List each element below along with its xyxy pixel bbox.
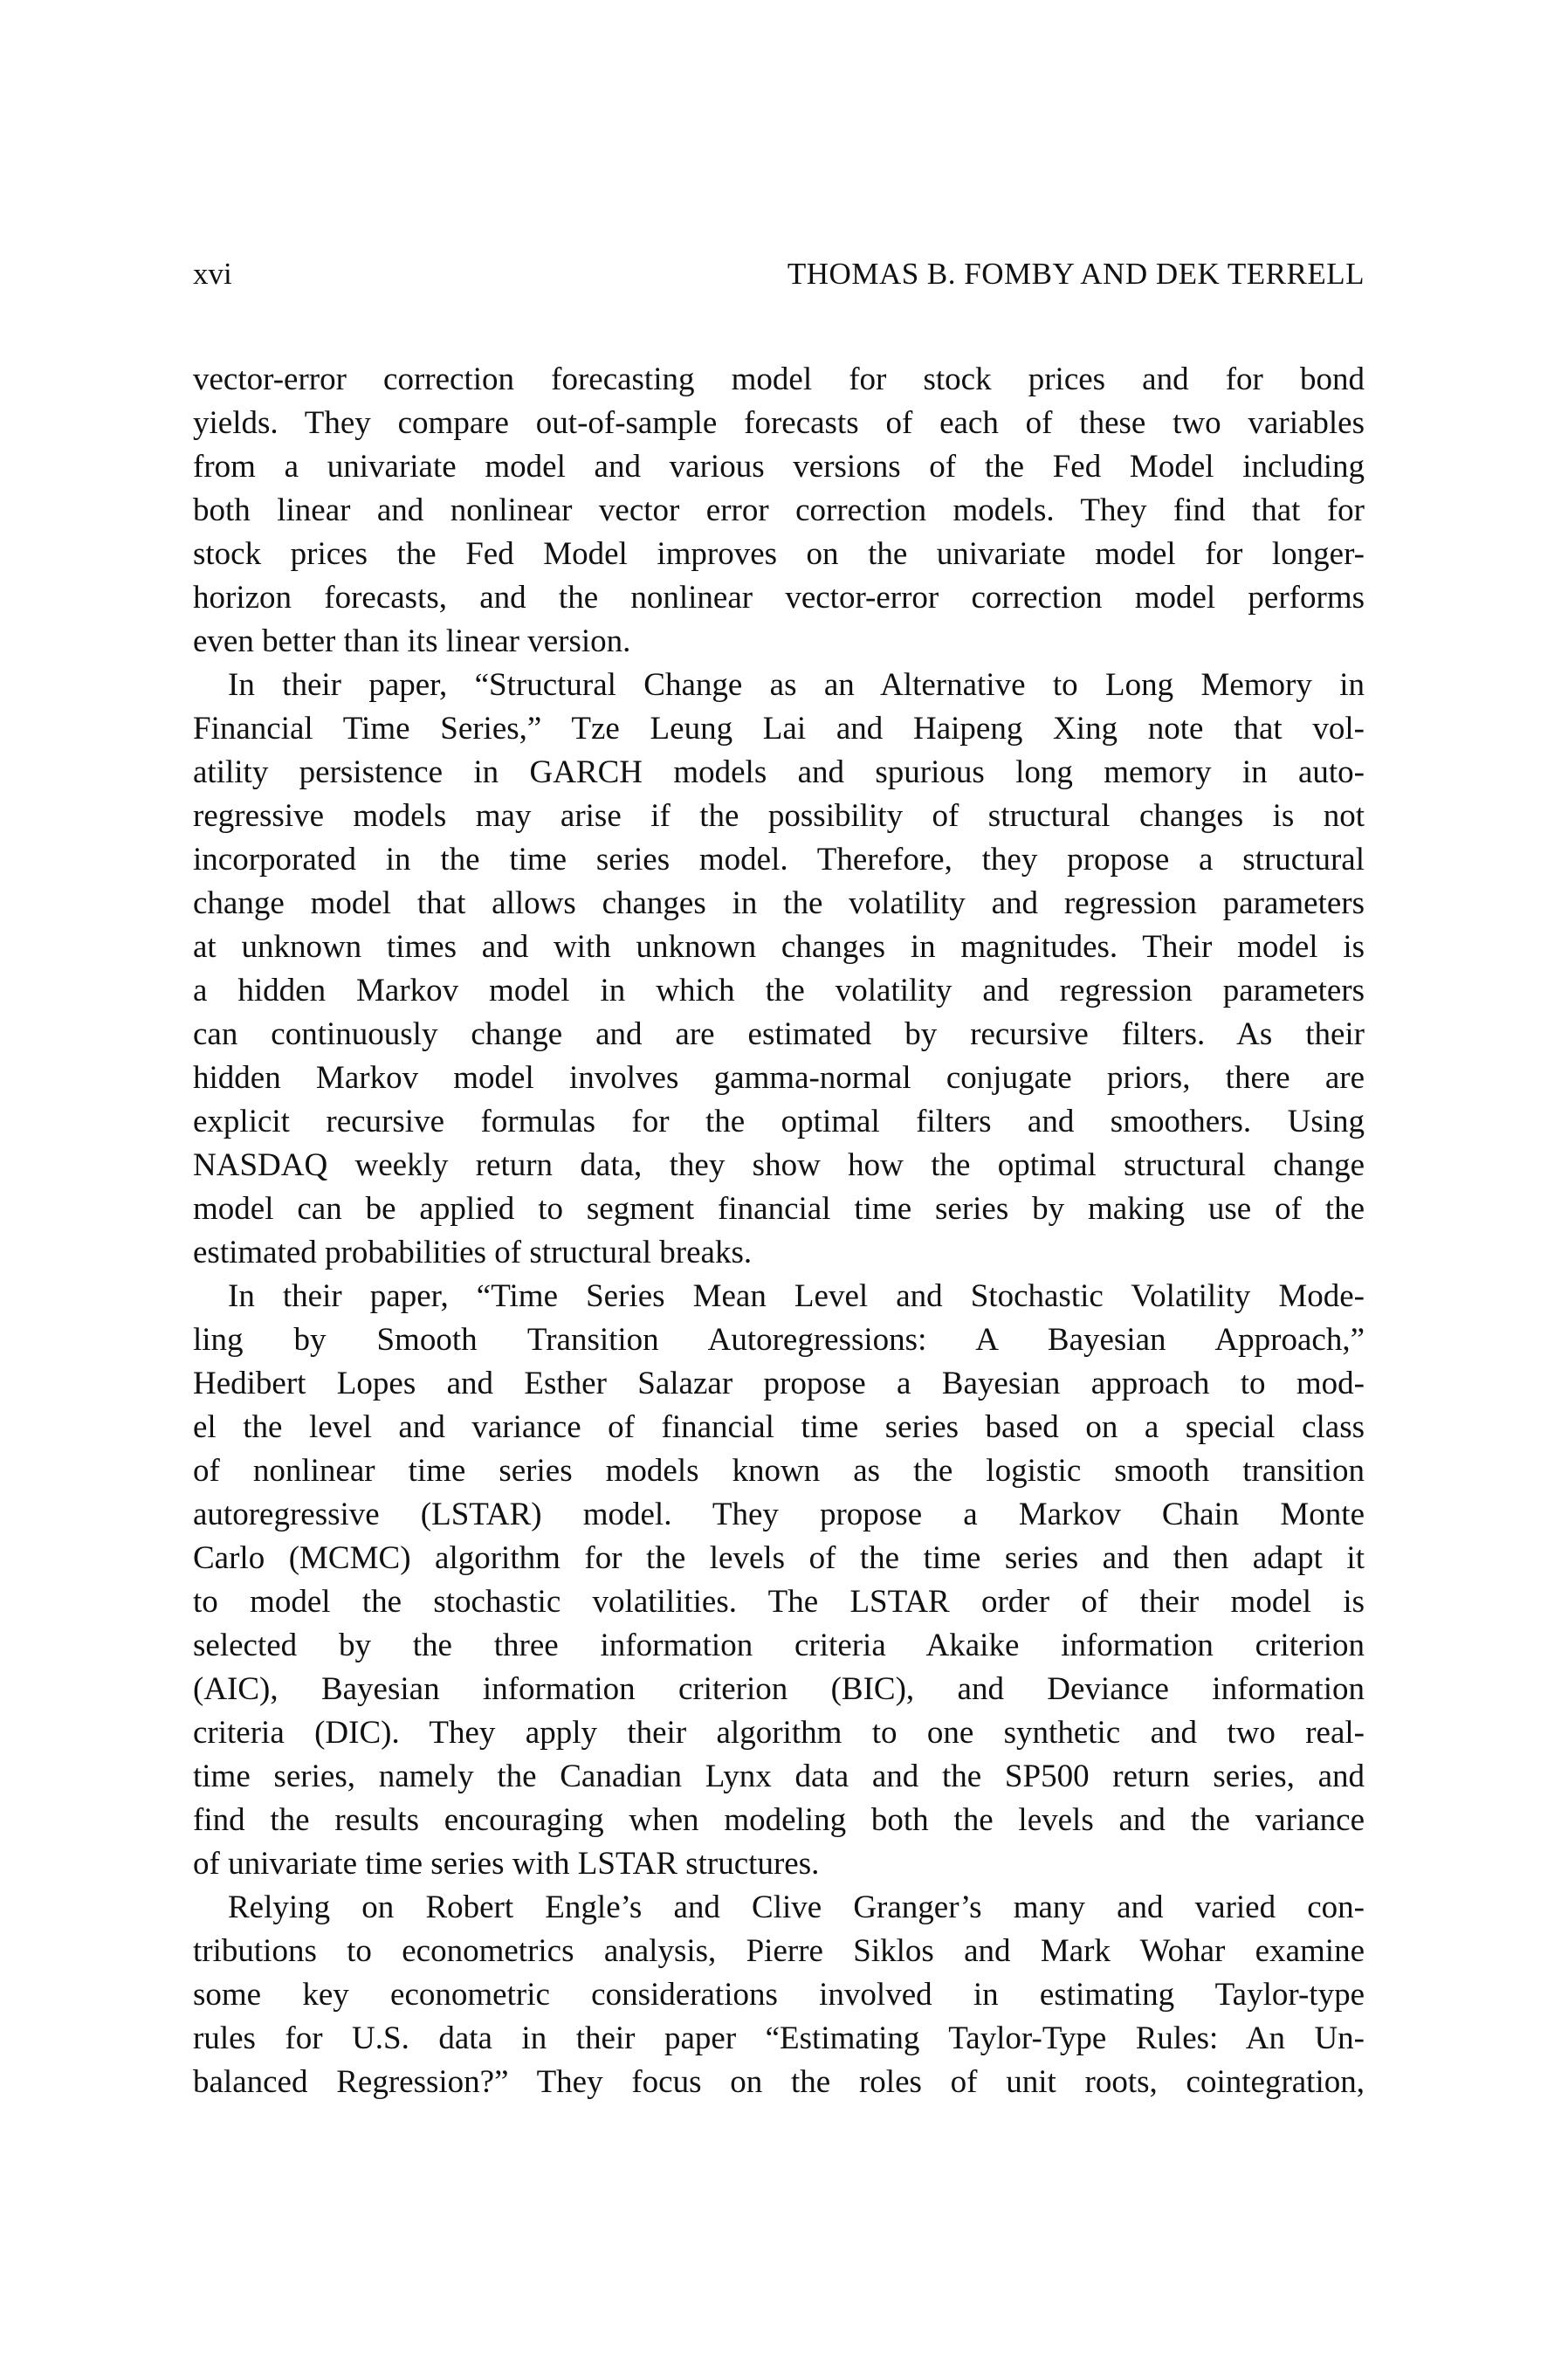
text-line: (AIC), Bayesian information criterion (BIC), and Deviance information xyxy=(193,1671,1365,1707)
text-line: some key econometric considerations involved in estimating Taylor-type xyxy=(193,1977,1365,2013)
text-line: at unknown times and with unknown changes in magnitudes. Their model is xyxy=(193,929,1365,965)
paragraph xyxy=(193,358,1365,664)
running-title: THOMAS B. FOMBY AND DEK TERRELL xyxy=(787,257,1365,291)
text-line: ling by Smooth Transition Autoregressions: A Bayesian Approach,” xyxy=(193,1322,1365,1358)
text-line: In their paper, “Structural Change as an Alternative to Long Memory in xyxy=(228,667,1365,703)
text-line: Relying on Robert Engle’s and Clive Granger’s many and varied con- xyxy=(228,1889,1365,1925)
text-line: stock prices the Fed Model improves on the univariate model for longer- xyxy=(193,536,1365,572)
text-line: to model the stochastic volatilities. The LSTAR order of their model is xyxy=(193,1584,1365,1620)
text-line: yields. They compare out-of-sample forecasts of each of these two variables xyxy=(193,405,1365,441)
text-line: hidden Markov model involves gamma-normal conjugate priors, there are xyxy=(193,1060,1365,1096)
text-line: even better than its linear version. xyxy=(193,623,631,659)
text-line: model can be applied to segment financial time series by making use of the xyxy=(193,1191,1365,1227)
text-line: both linear and nonlinear vector error correction models. They find that for xyxy=(193,492,1365,528)
body-text xyxy=(193,358,1365,2104)
text-line: tributions to econometrics analysis, Pierre Siklos and Mark Wohar examine xyxy=(193,1933,1365,1969)
text-line: incorporated in the time series model. Therefore, they propose a structural xyxy=(193,842,1365,878)
text-line: a hidden Markov model in which the volatility and regression parameters xyxy=(193,973,1365,1008)
text-line: balanced Regression?” They focus on the roles of unit roots, cointegration, xyxy=(193,2064,1365,2100)
text-line: can continuously change and are estimated by recursive filters. As their xyxy=(193,1016,1365,1052)
text-line: criteria (DIC). They apply their algorithm to one synthetic and two real- xyxy=(193,1715,1365,1751)
text-line: horizon forecasts, and the nonlinear vector-error correction model performs xyxy=(193,580,1365,616)
text-line: Hedibert Lopes and Esther Salazar propose a Bayesian approach to mod- xyxy=(193,1366,1365,1401)
text-line: rules for U.S. data in their paper “Estimating Taylor-Type Rules: An Un- xyxy=(193,2020,1365,2056)
running-head xyxy=(193,255,1365,293)
paragraph xyxy=(193,1275,1365,1886)
text-line: time series, namely the Canadian Lynx data and the SP500 return series, and xyxy=(193,1759,1365,1794)
text-line: of nonlinear time series models known as the logistic smooth transition xyxy=(193,1453,1365,1489)
text-line: el the level and variance of financial time series based on a special class xyxy=(193,1409,1365,1445)
text-line: regressive models may arise if the possibility of structural changes is not xyxy=(193,798,1365,834)
page-number: xvi xyxy=(193,257,232,291)
text-line: Financial Time Series,” Tze Leung Lai and Haipeng Xing note that vol- xyxy=(193,711,1365,747)
text-line: In their paper, “Time Series Mean Level and Stochastic Volatility Mode- xyxy=(228,1278,1365,1314)
text-line: vector-error correction forecasting model for stock prices and for bond xyxy=(193,361,1365,397)
text-line: change model that allows changes in the volatility and regression parameters xyxy=(193,885,1365,921)
text-line: explicit recursive formulas for the optimal filters and smoothers. Using xyxy=(193,1104,1365,1139)
text-line: autoregressive (LSTAR) model. They propose a Markov Chain Monte xyxy=(193,1497,1365,1532)
paragraph xyxy=(193,1886,1365,2104)
text-line: of univariate time series with LSTAR structures. xyxy=(193,1846,820,1882)
text-line: selected by the three information criteria Akaike information criterion xyxy=(193,1628,1365,1663)
paragraph xyxy=(193,664,1365,1275)
text-line: find the results encouraging when modeling both the levels and the variance xyxy=(193,1802,1365,1838)
text-line: NASDAQ weekly return data, they show how the optimal structural change xyxy=(193,1147,1365,1183)
text-line: atility persistence in GARCH models and spurious long memory in auto- xyxy=(193,754,1365,790)
text-line: Carlo (MCMC) algorithm for the levels of the time series and then adapt it xyxy=(193,1540,1365,1576)
text-line: from a univariate model and various versions of the Fed Model including xyxy=(193,449,1365,485)
text-line: estimated probabilities of structural breaks. xyxy=(193,1235,753,1270)
